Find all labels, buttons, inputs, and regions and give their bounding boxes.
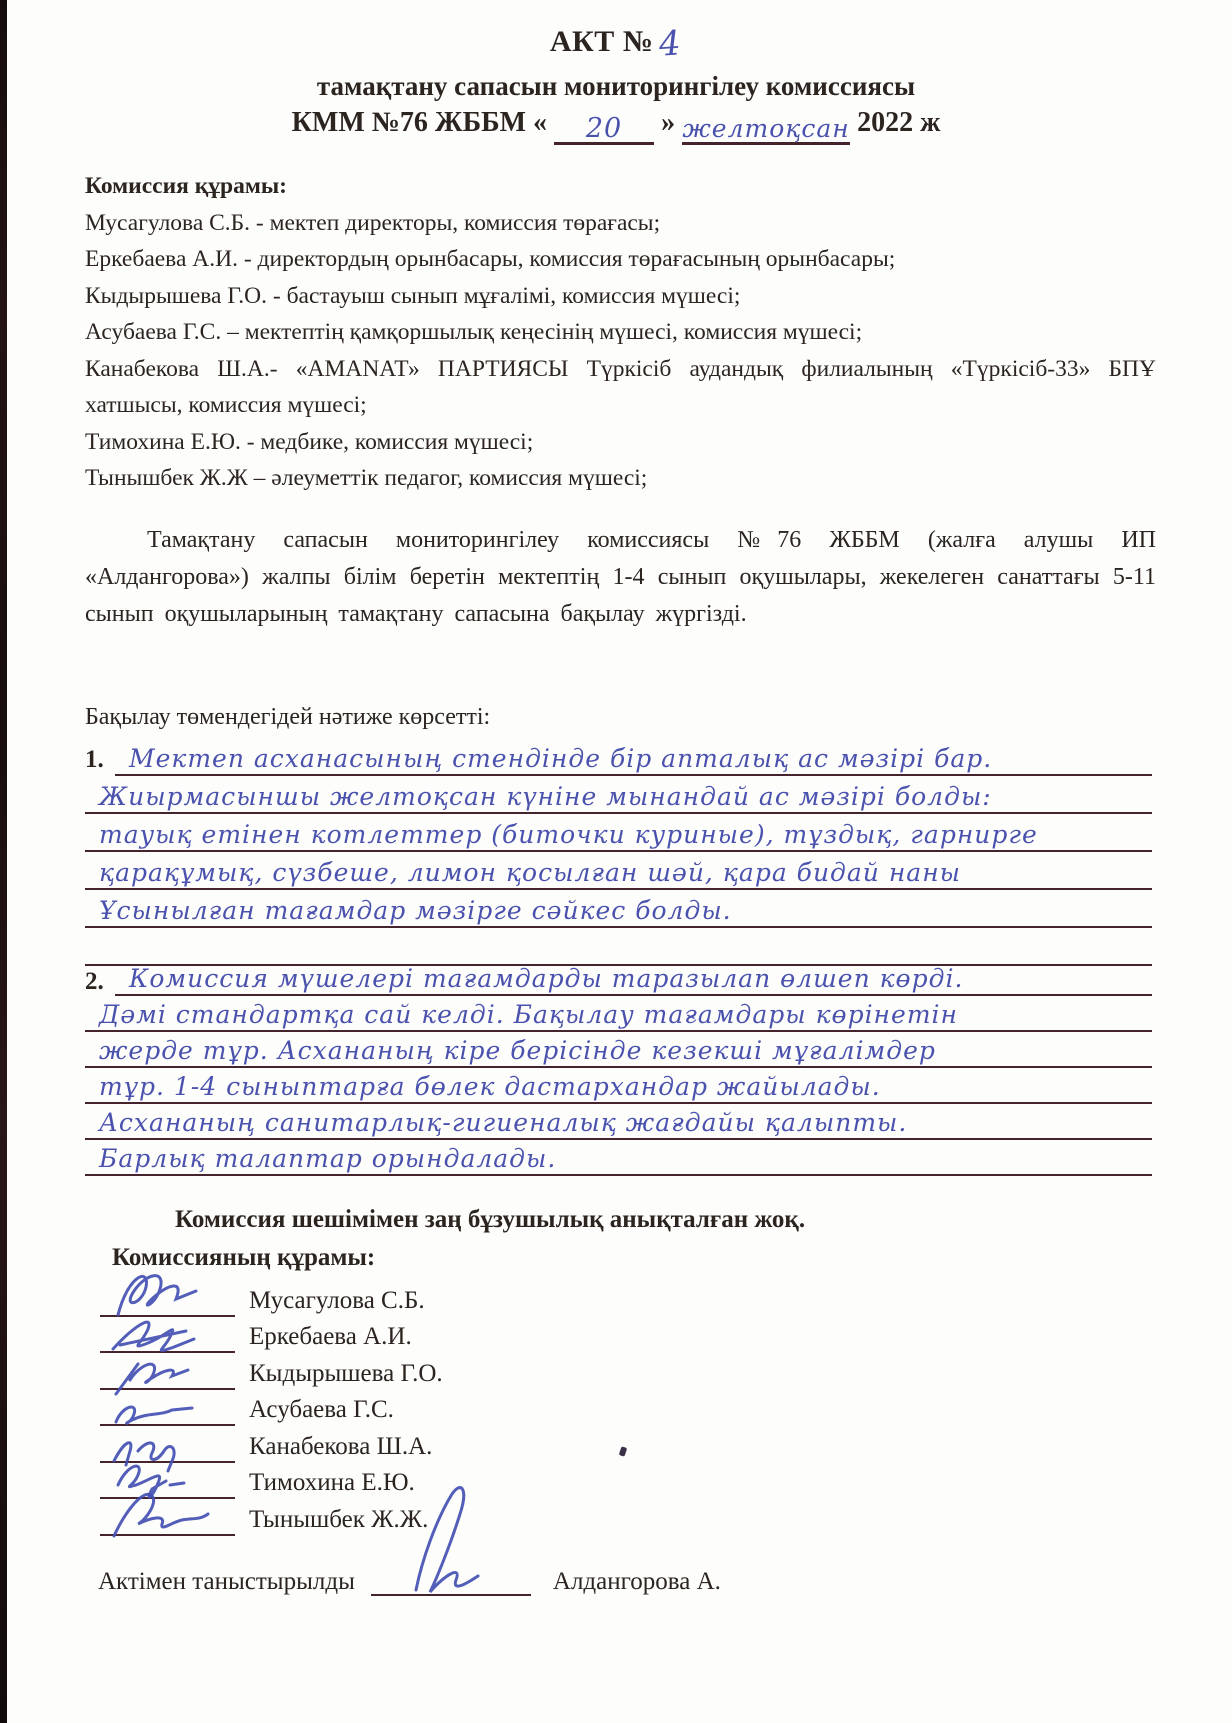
result-item-2 (85, 960, 1152, 1176)
handwritten-line: тауық етінен котлеттер (биточки куриные), тұздық, гарнирге (99, 820, 1038, 849)
commission-member: Кыдырышева Г.О. - бастауыш сынып мұғалімі, комиссия мүшесі; (85, 282, 741, 309)
commission-member: Тимохина Е.Ю. - медбике, комиссия мүшесі; (85, 428, 534, 455)
scan-edge-artifact (0, 0, 7, 1723)
acknowledged-by-name: Алдангорова А. (552, 1568, 721, 1595)
commission-member: Тынышбек Ж.Ж – әлеуметтік педагог, комиссия мүшесі; (85, 465, 648, 491)
acknowledgement-row (98, 1560, 721, 1596)
act-title-label: АКТ № (549, 25, 654, 58)
handwritten-line: жерде тұр. Асхананың кіре берісінде кезекші мұғалімдер (99, 1036, 936, 1065)
document-title-block (0, 24, 1232, 145)
acknowledgement-signature-line (371, 1560, 531, 1596)
signature-icon (396, 1480, 506, 1600)
signature-icon (108, 1480, 228, 1544)
handwritten-line: Жиырмасыншы желтоқсан күніне мынандай ас мәзірі болды: (99, 782, 992, 811)
result-item-1 (85, 738, 1152, 966)
handwritten-line: Асхананың санитарлық-гигиеналық жағдайы қалыпты. (99, 1108, 908, 1137)
signatory-name: Тимохина Е.Ю. (249, 1469, 415, 1496)
item-number: 2. (85, 968, 104, 995)
signature-line (100, 1351, 235, 1390)
date-month-handwritten: желтоқсан (682, 114, 850, 143)
commission-member: Мусагулова С.Б. - мектеп директоры, комиссия төрағасы; (85, 209, 661, 236)
results-heading: Бақылау төмендегідей нәтиже көрсетті: (85, 704, 491, 730)
year-label: 2022 ж (857, 107, 941, 138)
signatures-block (100, 1280, 443, 1536)
acknowledgement-label: Актімен таныстырылды (98, 1568, 355, 1595)
signature-row (100, 1499, 443, 1536)
school-date-line (0, 107, 1232, 145)
handwritten-line: тұр. 1-4 сыныптарға бөлек дастархандар жайылады. (99, 1072, 881, 1101)
signature-line (100, 1497, 235, 1536)
signatory-name: Тынышбек Ж.Ж. (249, 1505, 429, 1533)
handwritten-line: Мектеп асханасының стендінде бір апталық ас мәзірі бар. (129, 744, 993, 773)
signature-line (100, 1315, 235, 1354)
signatory-name: Кыдырышева Г.О. (249, 1359, 443, 1387)
handwritten-line: қарақұмық, сүзбеше, лимон қосылған шәй, қара бидай наны (99, 858, 962, 887)
quote-close: » (661, 107, 676, 138)
commission-member: Еркебаева А.И. - директордың орынбасары, комиссия төрағасының орынбасары; (85, 246, 896, 272)
ink-speck (619, 1446, 627, 1456)
commission-section (85, 168, 1156, 497)
signatory-name: Канабекова Ш.А. (249, 1432, 433, 1460)
signature-row (100, 1353, 443, 1390)
signatory-name: Асубаева Г.С. (249, 1396, 394, 1423)
commission-heading: Комиссия құрамы: (85, 173, 287, 199)
commission-member: Асубаева Г.С. – мектептің қамқоршылық кеңесінің мүшесі, комиссия мүшесі; (85, 319, 863, 345)
signatory-name: Еркебаева А.И. (249, 1323, 412, 1350)
handwritten-line: Барлық талаптар орындалады. (99, 1144, 557, 1173)
date-day-handwritten: 20 (585, 113, 623, 144)
act-title-line (0, 24, 1232, 64)
signature-row (100, 1317, 443, 1354)
item-number: 1. (85, 746, 104, 773)
body-paragraph: Тамақтану сапасын мониторингілеу комиссиясы №76 ЖББМ (жалға алушы ИП «Алдангорова») жалпы білім беретін мектептің 1-4 сынып оқушылары, жекелеген санаттағы 5-11 сынып оқушыларының тамақтану сапасына бақылау жүргізді. (85, 527, 1156, 627)
commission-title-line: тамақтану сапасын мониторингілеу комиссиясы (316, 71, 916, 101)
handwritten-line: Комиссия мүшелері тағамдарды таразылап өлшеп көрді. (129, 964, 964, 993)
signature-line (100, 1388, 235, 1427)
school-label: КММ №76 ЖББМ « (291, 107, 548, 138)
signatures-heading: Комиссияның құрамы: (112, 1244, 376, 1271)
commission-member: Канабекова Ш.А.- «АМАNАТ» ПАРТИЯСЫ Түркісіб аудандық филиалының «Түркісіб-33» БПҰ хатшысы, комиссия мүшесі; (85, 355, 1156, 418)
date-month-blank (682, 116, 850, 145)
date-day-blank (554, 115, 654, 145)
signatory-name: Мусагулова С.Б. (249, 1286, 425, 1314)
act-number-handwritten: 4 (658, 23, 684, 65)
handwritten-line: Дәмі стандартқа сай келді. Бақылау тағамдары көрінетін (99, 1000, 958, 1029)
handwritten-line: Ұсынылған тағамдар мәзірге сәйкес болды. (99, 896, 732, 925)
signature-row (100, 1390, 443, 1427)
decision-statement: Комиссия шешімімен заң бұзушылық анықталған жоқ. (175, 1206, 806, 1233)
